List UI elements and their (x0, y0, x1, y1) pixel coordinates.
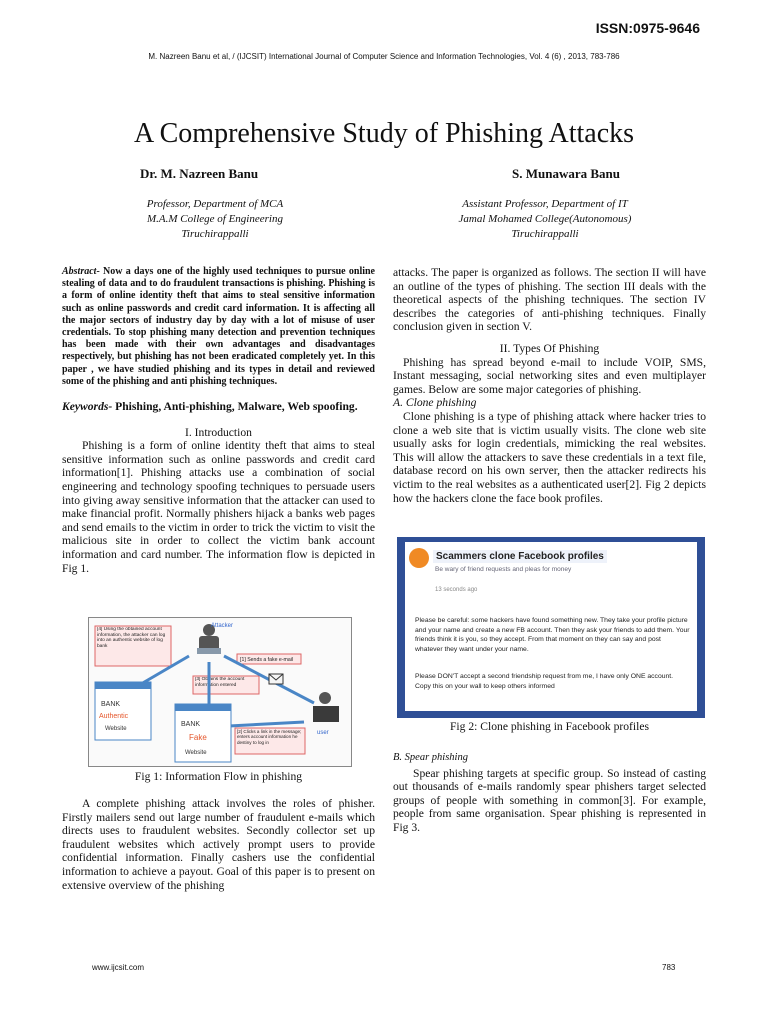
footer-page-number: 783 (662, 963, 676, 972)
page-title: A Comprehensive Study of Phishing Attacks (133, 118, 635, 149)
author-2-affiliation: Assistant Professor, Department of IT Jamal Mohamed College(Autonomous) Tiruchirappalli (458, 198, 632, 240)
keywords: Keywords- Phishing, Anti-phishing, Malware, Web spoofing. (62, 400, 358, 414)
author-1-name: Dr. M. Nazreen Banu (140, 166, 259, 181)
running-header: M. Nazreen Banu et al, / (IJCSIT) International Journal of Computer Science and Information Technologies, Vol. 4 (6) , 2013, 783-786 (148, 52, 620, 61)
issn: ISSN:0975-9646 (595, 20, 700, 36)
authentic-website-label: Website (105, 726, 127, 732)
fake-website-label: Website (185, 750, 207, 756)
fake-label: Fake (189, 733, 207, 742)
left-column (62, 266, 375, 575)
authentic-bank-name: BANK (101, 701, 121, 708)
authentic-bank-window (95, 682, 151, 740)
clone-paragraph: Clone phishing is a type of phishing attack where hacker tries to clone a web site that is victim usually visits. The clone web site usually asks for login credentials, mimicking the real websites. This will allow the attackers to save these credentials in a text file, database record on his own server, then the attacker redirects his victim to the real websites as a authenticated user[2]. Fig 2 depicts how the hackers clone the face book profiles. (393, 409, 706, 505)
attacker-label: Attacker (211, 623, 234, 629)
footer-site: www.ijcsit.com (92, 963, 145, 972)
post-time: 13 seconds ago (435, 587, 478, 593)
figure-1-caption: Fig 1: Information Flow in phishing (134, 770, 303, 783)
post-paragraph-1: Please be careful: some hackers have found something new. They take your profile picture and your name and create a new FB account. Then they ask your friends to add them. Your friends think it is you, so they accept. From that moment on they can say and post whatever they want under your name. (415, 617, 690, 653)
post-heading: Scammers clone Facebook profiles (433, 550, 607, 563)
right-paragraph-1: attacks. The paper is organized as follows. The section II will have an outline of the types of phishing. The section III deals with the theoretical aspects of the phishing techniques. The section IV describes the categories of anti-phishing techniques. Finally conclusion given in section V. (393, 266, 706, 334)
intro-paragraph-2-block (62, 797, 375, 892)
section-heading-introduction: I. Introduction (185, 425, 252, 439)
user-label: user (317, 730, 329, 736)
email-envelope-icon (269, 674, 283, 684)
post-paragraph-2: Please DON'T accept a second friendship request from me, I have only ONE account. Copy this on your wall to keep others informed (415, 673, 674, 690)
figure-1-diagram (89, 618, 351, 766)
subheading-spear-phishing: B. Spear phishing (393, 752, 468, 763)
figure-2-post (405, 542, 697, 711)
step4-text: [4] Using the obtained account information, the attacker can log into an authentic website of log bank (97, 627, 166, 649)
abstract: Abstract- Now a days one of the highly used techniques to pursue online stealing of data and to do fraudulent transactions is phishing. Phishing is a form of online identity theft that aims to steal sensitive information such as online passwords and credit card information. It is affecting all the major sectors of industry day by day with a lot of misuse of user credentials. To stop phishing many detection and prevention techniques has been made with their own advantages and disadvantages respectively, but phishing has not been eradicated completely yet. In this paper , we have studied phishing and its types in detail and reviewed some of the phishing and anti phishing techniques. (62, 266, 375, 387)
section-heading-types: II. Types Of Phishing (499, 341, 600, 355)
user-icon (313, 692, 339, 722)
avatar (409, 548, 429, 568)
fake-bank-name: BANK (181, 721, 201, 728)
step2-text: [2] Clicks a link in the message; enters account information he destiny to log in (237, 729, 302, 745)
post-subheading: Be wary of friend requests and pleas for money (435, 566, 572, 573)
subheading-clone-phishing: A. Clone phishing (393, 396, 477, 410)
intro-paragraph-1: Phishing is a form of online identity theft that aims to steal sensitive information such as online passwords and credit card information[1]. Phishing attacks use a combination of social engineering and technology spoofing techniques to persuade users into giving away sensitive information that the attacker can used to make financial profit. Normally phishers hijack a banks web pages and send emails to the victim in order to trick the victim to visit the malicious site in order to collect the victim bank account information and card number. The information flow is depicted in Fig 1. (62, 439, 375, 575)
types-paragraph: Phishing has spread beyond e-mail to include VOIP, SMS, Instant messaging, social networking sites and even multiplayer games. Below are some major categories of phishing. (393, 355, 706, 396)
right-column (393, 266, 706, 505)
figure-2 (397, 537, 705, 718)
author-1-affiliation: Professor, Department of MCA M.A.M College of Engineering Tiruchirappalli (146, 198, 284, 240)
spear-paragraph: Spear phishing targets at specific group. So instead of casting out thousands of e-mails randomly spear phishers target selected groups of people with something in common[3]. For example, people from same organisation. Spear phishing is represented in Fig 3. (393, 766, 706, 834)
figure-1 (88, 617, 352, 767)
spear-block (393, 751, 706, 835)
intro-paragraph-2: A complete phishing attack involves the roles of phisher. Firstly mailers send out large number of fraudulent e-mails which directs uses to fraudulent websites. Secondly collector set up fraudulent websites which actively prompt users to provide confidential information. Finally cashers use the confidential information to achieve a payout. Goal of this paper is to present on extensive overview of the phishing (62, 797, 375, 892)
step1-text: [1] Sends a fake e-mail (240, 657, 294, 663)
step3-text: [3] Obtains the account information entered (195, 677, 245, 688)
figure-2-caption: Fig 2: Clone phishing in Facebook profiles (449, 720, 649, 733)
fake-bank-window (175, 704, 231, 762)
authentic-label: Authentic (99, 713, 129, 720)
author-2-name: S. Munawara Banu (512, 166, 620, 181)
